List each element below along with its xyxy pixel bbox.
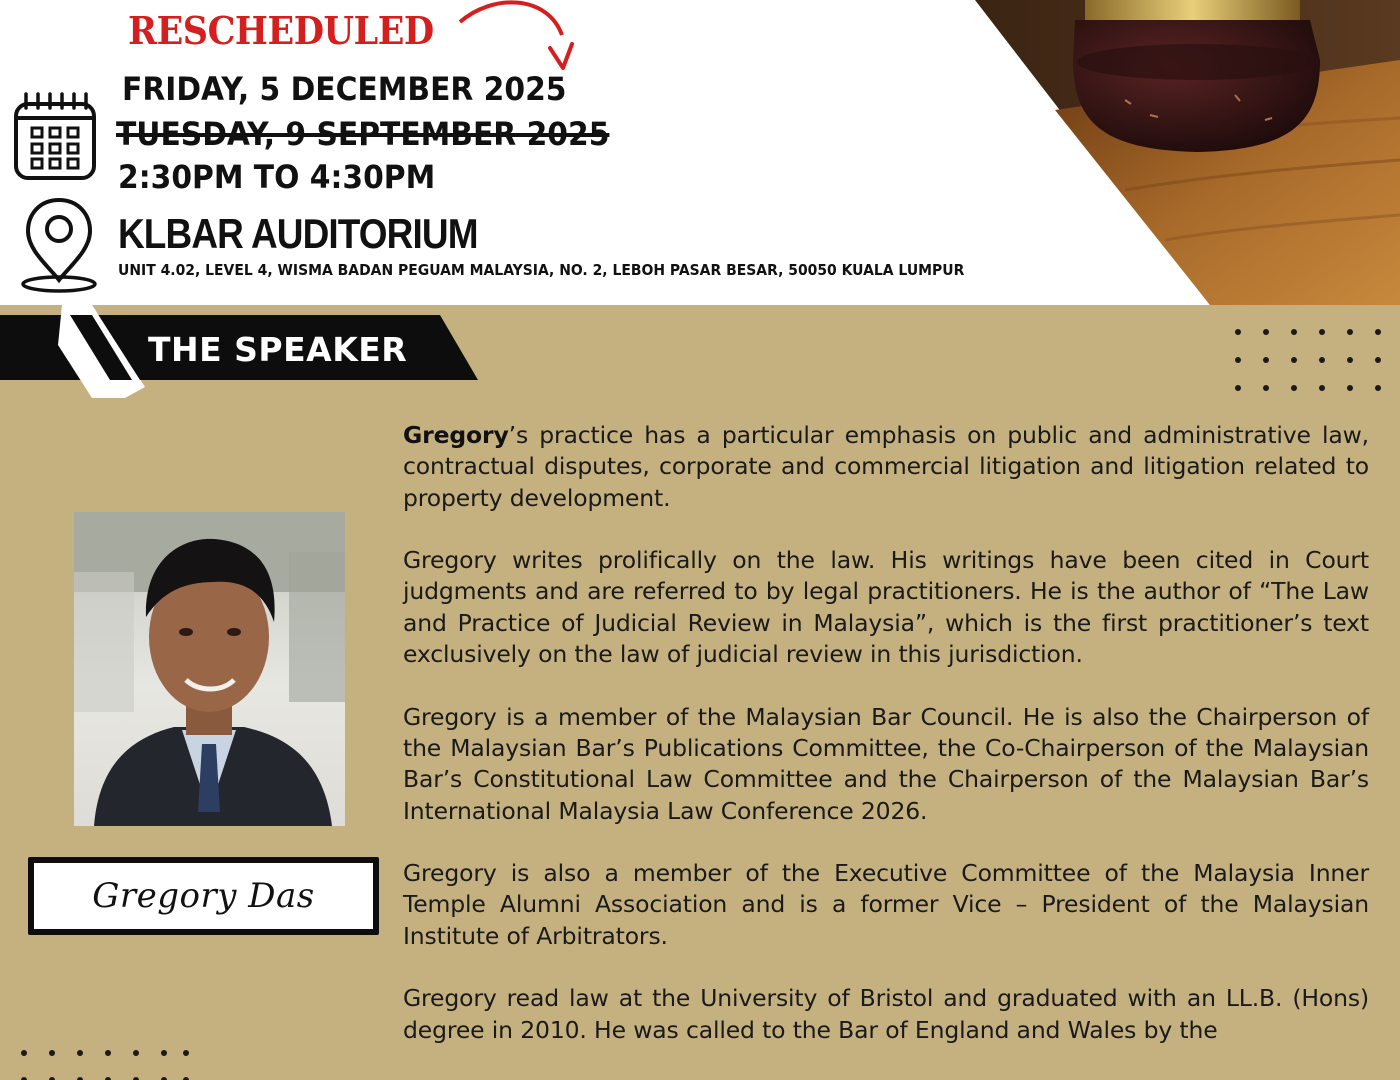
speaker-photo bbox=[74, 512, 345, 826]
bio-lead-name: Gregory bbox=[403, 421, 509, 449]
bio-paragraph: Gregory is a member of the Malaysian Bar Council. He is also the Chairperson of the Malaysian Bar’s Publications Committee, the Co-Chairperson of the Malaysian Bar’s Constitutional Law Committee and the Chairperson of the Malaysian Bar’s International Malaysia Law Conference 2026. bbox=[403, 702, 1369, 825]
original-date-struck: TUESDAY, 9 SEPTEMBER 2025 bbox=[116, 115, 610, 153]
venue-name: KLBAR AUDITORIUM bbox=[118, 210, 478, 257]
curved-arrow-icon bbox=[452, 0, 582, 80]
speaker-biography bbox=[403, 420, 1369, 1077]
location-pin-icon bbox=[18, 196, 100, 294]
bio-paragraph-text: ’s practice has a particular emphasis on public and administrative law, contractual disputes, corporate and commercial litigation and litigation related to property development. bbox=[403, 421, 1369, 512]
decorative-dots bbox=[14, 1040, 194, 1080]
rescheduled-notice: RESCHEDULED bbox=[128, 8, 434, 53]
event-time: 2:30PM TO 4:30PM bbox=[118, 158, 436, 196]
bio-paragraph: Gregory read law at the University of Bristol and graduated with an LL.B. (Hons) degree in 2010. He was called to the Bar of England and Wales by the bbox=[403, 984, 1369, 1044]
speaker-name-card bbox=[28, 857, 379, 935]
bio-paragraph bbox=[403, 420, 1369, 514]
speaker-name: Gregory Das bbox=[92, 876, 315, 916]
event-date: FRIDAY, 5 DECEMBER 2025 bbox=[122, 70, 567, 108]
bio-paragraph: Gregory is also a member of the Executive Committee of the Malaysia Inner Temple Alumni Association and is a former Vice – President of the Malaysian Institute of Arbitrators. bbox=[403, 859, 1369, 950]
venue-address: UNIT 4.02, LEVEL 4, WISMA BADAN PEGUAM MALAYSIA, NO. 2, LEBOH PASAR BESAR, 50050 KUALA LUMPUR bbox=[118, 261, 965, 279]
gavel-photo bbox=[975, 0, 1400, 305]
section-title: THE SPEAKER bbox=[148, 330, 408, 369]
bio-paragraph: Gregory writes prolifically on the law. His writings have been cited in Court judgments and are referred to by legal practitioners. He is the author of “The Law and Practice of Judicial Review in Malaysia”, which is the first practitioner’s text exclusively on the law of judicial review in this jurisdiction. bbox=[403, 546, 1369, 669]
decorative-dots bbox=[1228, 322, 1398, 402]
event-details-header bbox=[0, 0, 1400, 305]
calendar-icon bbox=[12, 88, 98, 182]
